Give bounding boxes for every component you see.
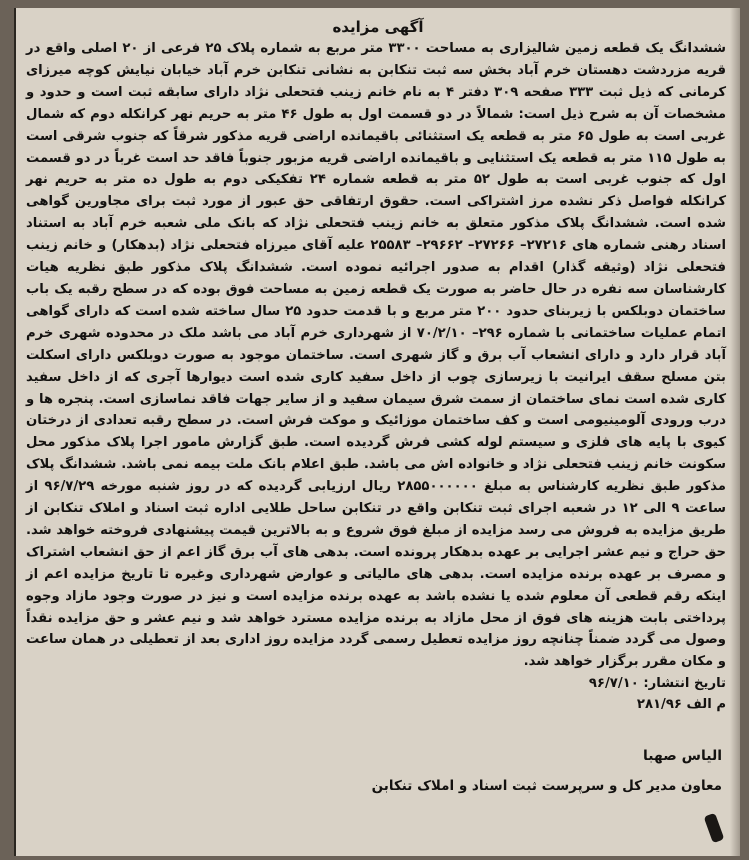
publish-date: تاریخ انتشار: ۹۶/۷/۱۰ <box>588 676 726 692</box>
notice-title: آگهی مزایده <box>332 18 424 36</box>
notice-body-text: ششدانگ یک قطعه زمین شالیزاری به مساحت ۳۳۰۰ متر مربع به شماره پلاک ۲۵ فرعی از ۲۰ اصلی واقع در قریه مزردشت دهستان خرم آباد بخش سه ثبت تنکابن به نشانی تنکابن خرم آباد خیابان نیایش کوچه میرزای کرمانی که ذیل ثبت ۳۳۳ صفحه ۳۰۹ دفتر ۴ به نام خانم زینب فتحعلی نژاد دارای سابقه ثبت است و حدود و مشخصات آن به شرح ذیل است: شمالاً در دو قسمت اول به طول ۴۶ متر به حریم نهر کرانکله دوم که شمال غربی است به طول ۶۵ متر به قطعه یک استثنائی باقیمانده اراضی قریه مذکور شرقاً که جنوب شرقی است به طول ۱۱۵ متر به قطعه یک استثنایی و باقیمانده اراضی قریه مزبور جنوباً فاقد حد است غرباً در دو قسمت اول که جنوب غربی است به طول ۵۲ متر به قطعه شماره ۲۴ تفکیکی دوم به طول ده متر به حریم نهر کرانکله فواصل ذکر نشده مرز اشتراکی است. حقوق ارتفاقی حق عبور از مورد ثبت برای مجاورین گواهی شده است. ششدانگ پلاک مذکور متعلق به خانم زینب فتحعلی نژاد که بانک ملی شعبه خرم آباد به استناد اسناد رهنی شماره های ۲۷۲۱۶– ۲۷۲۶۶– ۲۹۶۶۲– ۲۵۵۸۳ علیه آقای میرزاه فتحعلی نژاد (بدهکار) و خانم زینب فتحعلی نژاد (وثیقه گذار) اقدام به صدور اجرائیه نموده است. ششدانگ پلاک مذکور طبق نظریه هیات کارشناسان سه نفره در حال حاضر به صورت یک قطعه زمین به مساحت فوق بوده که در سطح رقبه یک باب ساختمان دوبلکس با زیربنای حدود ۲۰۰ متر مربع و با قدمت حدود ۲۵ سال ساخته شده است که دارای گواهی اتمام عملیات ساختمانی با شماره ۲۹۶– ۷۰/۲/۱۰ از شهرداری خرم آباد می باشد ملک در محدوده شهری خرم آباد قرار دارد و دارای انشعاب آب برق و گاز شهری است. ساختمان موجود به صورت دوبلکس دارای اسکلت بتن مسلح سقف ایرانیت با زیرسازی چوب از داخل سفید کاری شده است دیوارها آجری که از داخل سفید کاری شده است نمای ساختمان از سمت شرق سیمان سفید و از سایر جهات فاقد نماسازی است. پنجره ها و درب ورودی آلومینیومی است و کف ساختمان موزائیک و موکت فرش است. در سطح رقبه تعدادی از درختان کیوی با پایه های فلزی و سیستم لوله کشی فرش گردیده است. طبق گزارش مامور اجرا پلاک مذکور محل سکونت خانم زینب فتحعلی نژاد و خانواده اش می باشد. طبق اعلام بانک ملت بیمه نمی باشد. ششدانگ پلاک مذکور طبق نظریه کارشناس به مبلغ ۲۸۵۵۰۰۰۰۰۰ ریال ارزیابی گردیده که در روز شنبه مورخه ۹۶/۷/۲۹ از ساعت ۹ الی ۱۲ در شعبه اجرای ثبت تنکابن واقع در تنکابن ساحل طلایی اداره ثبت اسناد و املاک تنکابن از طریق مزایده به فروش می رسد مزایده از مبلغ فوق شروع و به بالاترین قیمت پیشنهادی فروخته خواهد شد. حق حراج و نیم عشر اجرایی بر عهده بدهکار پرونده است. بدهی های آب برق گاز اعم از حق انشعاب اشتراک و مصرف بر عهده برنده مزایده است. بدهی های مالیاتی و عوارض شهرداری وغیره تا تاریخ مزایده اعم از اینکه رقم قطعی آن معلوم شده یا نشده باشد به عهده برنده مزایده است و نیز در صورت وجود مازاد وجوه پرداختی بابت هزینه های فوق از محل مازاد به برنده مزایده مسترد خواهد شد و نیم عشر و حق مزایده نقداً وصول می گردد ضمناً چنانچه روز مزایده تعطیل رسمی گردد مزایده روز اداری بعد از تعطیلی در همان ساعت و مکان مقرر برگزار خواهد شد. <box>26 41 727 670</box>
ink-mark <box>704 813 725 843</box>
signatory-name: الیاس صهبا <box>643 748 722 765</box>
newspaper-clipping <box>14 8 740 856</box>
page-edge-shadow <box>730 8 740 856</box>
reference-number: م الف ۲۸۱/۹۶ <box>636 697 726 713</box>
signatory-title: معاون مدیر کل و سرپرست ثبت اسناد و املاک تنکابن <box>371 778 722 795</box>
notice-body <box>26 38 726 673</box>
